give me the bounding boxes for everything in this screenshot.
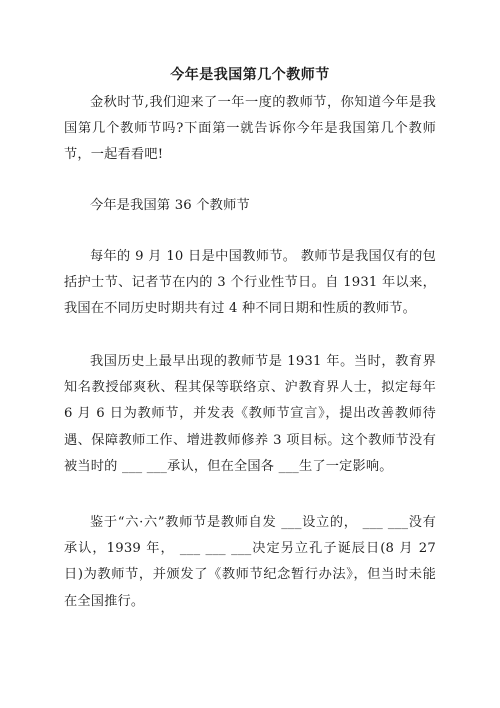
paragraph-subheading: 今年是我国第 36 个教师节 bbox=[90, 198, 250, 213]
paragraph-teachers-day-date: 每年的 9 月 10 日是中国教师节。 教师节是我国仅有的包括护士节、记者节在内的 3 个行业性节日。自 1931 年以来，我国在不同历史时期共有过 4 种不同日期和性质的教师节。 bbox=[64, 249, 436, 317]
document-title: 今年是我国第几个教师节 bbox=[170, 67, 330, 83]
paragraph-history-1939: 鉴于“六·六”教师节是教师自发 ___设立的， ___ ___没有承认，1939 年， ___ ___ ___决定另立孔子诞辰日(8 月 27 日)为教师节，并颁发了《教师节纪念暂行办法》，但当时未能在全国推行。 bbox=[64, 515, 436, 609]
paragraph-history-1931: 我国历史上最早出现的教师节是 1931 年。当时，教育界知名教授邰爽秋、程其保等联络京、沪教育界人士，拟定每年 6 月 6 日为教师节，并发表《教师节宣言》，提出改善教师待遇、保障教师工作、增进教师修养 3 项目标。这个教师节没有被当时的 ___ ___承认，但在全国各 ___生了一定影响。 bbox=[64, 354, 436, 474]
paragraph-intro: 金秋时节,我们迎来了一年一度的教师节，你知道今年是我国第几个教师节吗?下面第一就告诉你今年是我国第几个教师节，一起看看吧! bbox=[64, 95, 436, 163]
